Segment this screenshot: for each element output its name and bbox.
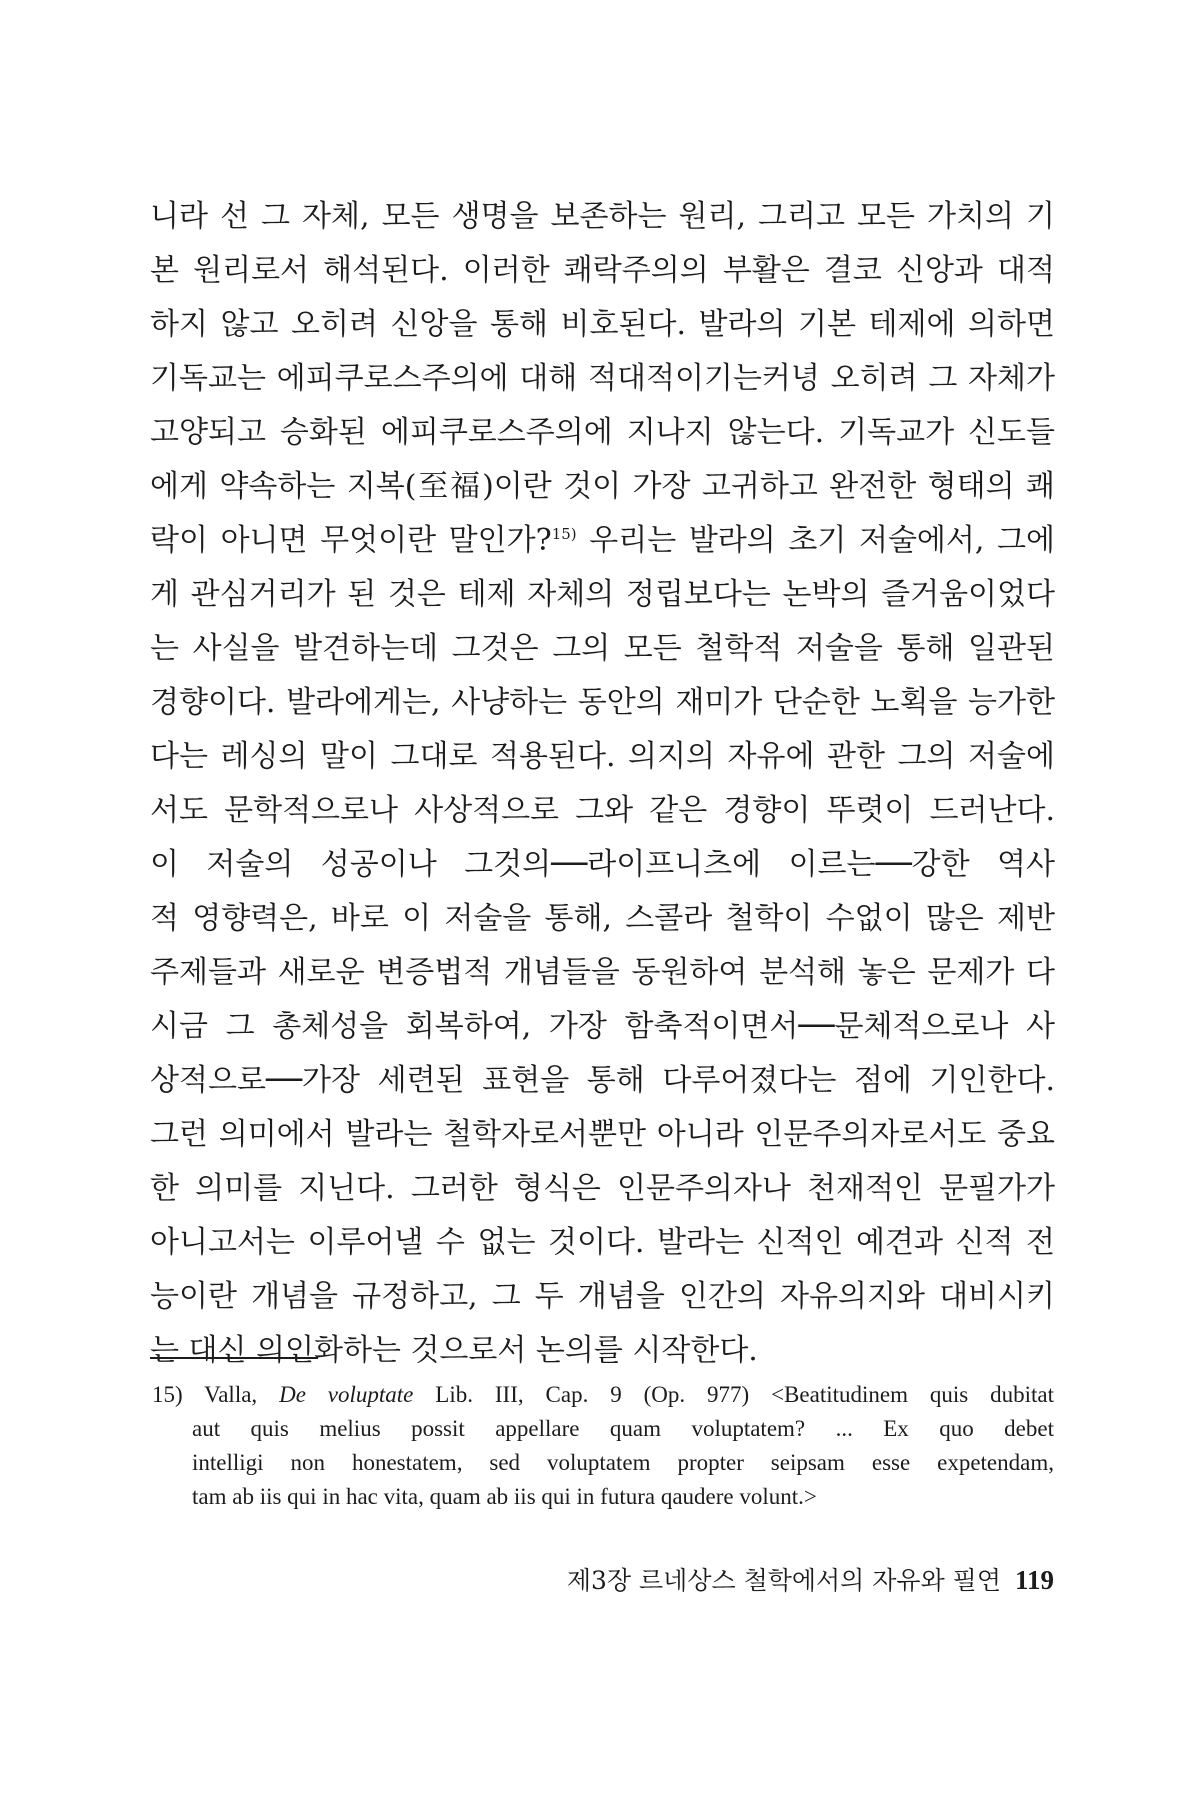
footnote-number: 15) — [152, 1382, 183, 1407]
body-line: 능이란 개념을 규정하고, 그 두 개념을 인간의 자유의지와 대비시키 — [150, 1279, 1055, 1314]
footnote-text: Lib. III, Cap. 9 (Op. 977) <Beatitudinem quis dubitat — [435, 1382, 1054, 1407]
body-line: 한 의미를 지닌다. 그러한 형식은 인문주의자나 천재적인 문필가가 — [150, 1171, 1055, 1206]
footnote-line — [152, 1378, 1054, 1412]
footnote-author: Valla, — [204, 1382, 258, 1407]
body-line-part: 우리는 발라의 초기 저술에서, 그에 — [576, 523, 1056, 558]
body-line: 다는 레싱의 말이 그대로 적용된다. 의지의 자유에 관한 그의 저술에 — [150, 739, 1055, 774]
body-line: 서도 문학적으로나 사상적으로 그와 같은 경향이 뚜렷이 드러난다. — [150, 793, 1055, 828]
body-line: 는 대신 의인화하는 것으로서 논의를 시작한다. — [150, 1333, 758, 1368]
footnote — [152, 1378, 1054, 1514]
body-line: 적 영향력은, 바로 이 저술을 통해, 스콜라 철학이 수없이 많은 제반 — [150, 901, 1055, 936]
footnote-divider — [150, 1357, 318, 1359]
body-line-with-footnote — [150, 514, 1055, 568]
body-text — [150, 190, 1055, 1378]
body-line: 상적으로──가장 세련된 표현을 통해 다루어졌다는 점에 기인한다. — [150, 1063, 1055, 1098]
footnote-line: tam ab iis qui in hac vita, quam ab iis qui in futura qaudere volunt.> — [192, 1484, 817, 1509]
footnote-work-title: De voluptate — [279, 1382, 414, 1407]
running-footer — [567, 1560, 1054, 1600]
body-line: 고양되고 승화된 에피쿠로스주의에 지나지 않는다. 기독교가 신도들 — [150, 415, 1055, 450]
body-line: 이 저술의 성공이나 그것의──라이프니츠에 이르는──강한 역사 — [150, 847, 1055, 882]
body-line: 는 사실을 발견하는데 그것은 그의 모든 철학적 저술을 통해 일관된 — [150, 631, 1055, 666]
body-line: 그런 의미에서 발라는 철학자로서뿐만 아니라 인문주의자로서도 중요 — [150, 1117, 1055, 1152]
footnote-line: intelligi non honestatem, sed voluptatem propter seipsam esse expetendam, — [192, 1450, 1054, 1475]
body-line-part: 락이 아니면 무엇이란 말인가? — [150, 523, 552, 558]
body-line: 본 원리로서 해석된다. 이러한 쾌락주의의 부활은 결코 신앙과 대적 — [150, 253, 1055, 288]
body-line: 니라 선 그 자체, 모든 생명을 보존하는 원리, 그리고 모든 가치의 기 — [150, 199, 1055, 234]
body-line: 시금 그 총체성을 회복하여, 가장 함축적이면서──문체적으로나 사 — [150, 1009, 1055, 1044]
body-line: 게 관심거리가 된 것은 테제 자체의 정립보다는 논박의 즐거움이었다 — [150, 577, 1055, 612]
body-line: 아니고서는 이루어낼 수 없는 것이다. 발라는 신적인 예견과 신적 전 — [150, 1225, 1055, 1260]
body-line: 주제들과 새로운 변증법적 개념들을 동원하여 분석해 놓은 문제가 다 — [150, 955, 1055, 990]
page-number: 119 — [1014, 1565, 1054, 1595]
chapter-title: 제3장 르네상스 철학에서의 자유와 필연 — [566, 1566, 1001, 1595]
body-line: 에게 약속하는 지복(至福)이란 것이 가장 고귀하고 완전한 형태의 쾌 — [150, 469, 1055, 504]
body-line: 기독교는 에피쿠로스주의에 대해 적대적이기는커녕 오히려 그 자체가 — [150, 361, 1055, 396]
body-line: 경향이다. 발라에게는, 사냥하는 동안의 재미가 단순한 노획을 능가한 — [150, 685, 1055, 720]
body-line: 하지 않고 오히려 신앙을 통해 비호된다. 발라의 기본 테제에 의하면 — [150, 307, 1055, 342]
footnote-marker: 15) — [551, 525, 577, 543]
footnote-line: aut quis melius possit appellare quam voluptatem? ... Ex quo debet — [192, 1416, 1054, 1441]
